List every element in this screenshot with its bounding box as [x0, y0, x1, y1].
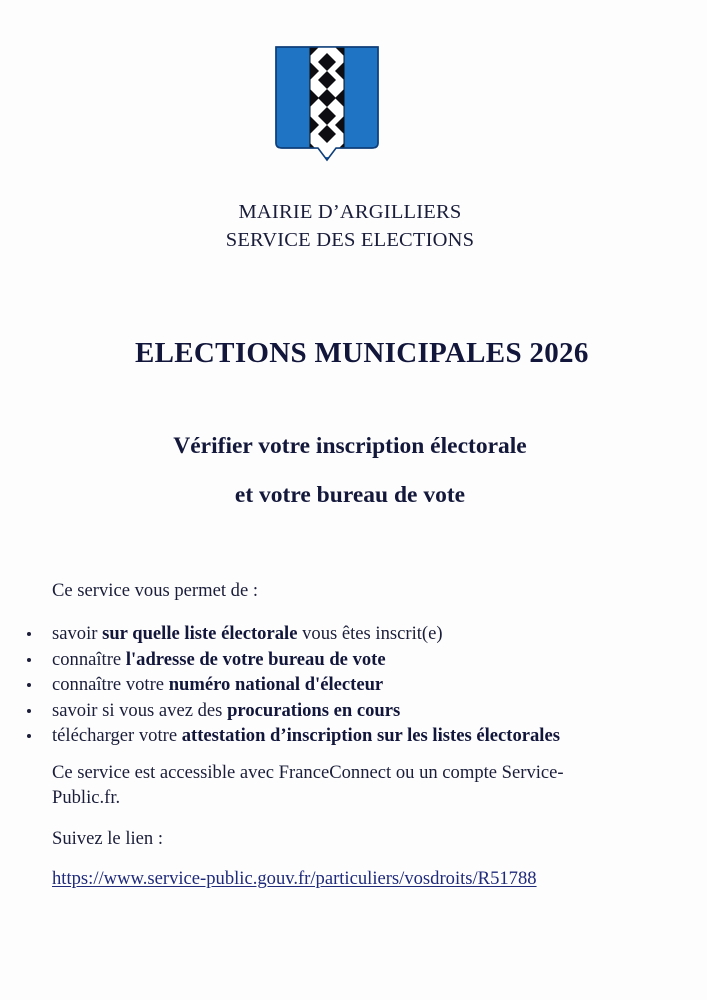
list-item-text: télécharger votre attestation d’inscription sur les listes électorales — [52, 725, 560, 746]
list-item-text: connaître l'adresse de votre bureau de vote — [52, 648, 386, 670]
bullet-icon — [27, 734, 31, 738]
bullet-icon — [27, 658, 31, 662]
coat-of-arms-emblem — [274, 45, 380, 163]
header-mairie: MAIRIE D’ARGILLIERS — [238, 201, 462, 223]
bullet-icon — [27, 683, 31, 687]
list-item-text: savoir sur quelle liste électorale vous êtes inscrit(e) — [52, 623, 443, 644]
subtitle-line-2: et votre bureau de vote — [234, 482, 466, 508]
bullet-icon — [27, 709, 31, 713]
page-title: ELECTIONS MUNICIPALES 2026 — [135, 337, 589, 369]
intro-text: Ce service vous permet de : — [52, 580, 259, 601]
access-text-line-2: Public.fr. — [52, 787, 121, 808]
bullet-icon — [27, 632, 31, 636]
list-item-text: connaître votre numéro national d'électeur — [52, 674, 384, 695]
subtitle-line-1: Vérifier votre inscription électorale — [173, 433, 527, 459]
list-item-text: savoir si vous avez des procurations en cours — [52, 699, 401, 721]
access-text-line-1: Ce service est accessible avec FranceConnect ou un compte Service- — [52, 762, 564, 783]
service-public-link[interactable]: https://www.service-public.gouv.fr/particuliers/vosdroits/R51788 — [52, 868, 537, 889]
header-service: SERVICE DES ELECTIONS — [225, 229, 475, 251]
follow-link-label: Suivez le lien : — [52, 828, 164, 849]
